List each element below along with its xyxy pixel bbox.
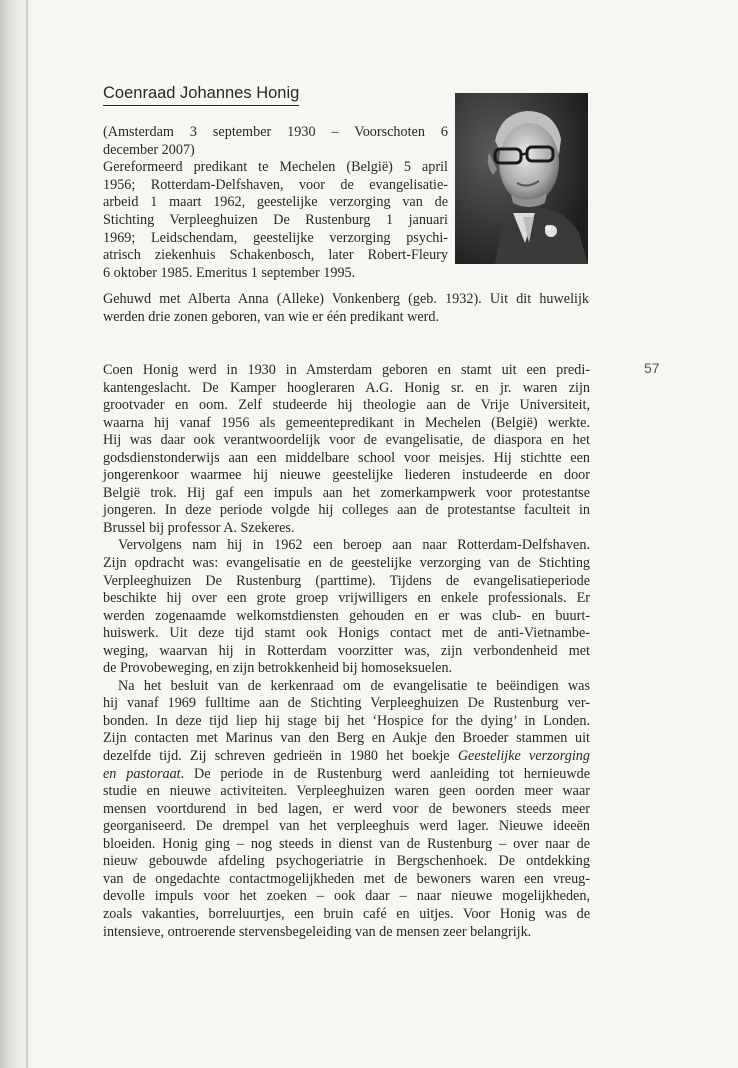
body-line: waarna hij vanaf 1956 als gemeentepredikant in Mechelen (België) werkte. — [103, 414, 590, 431]
body-line: Verpleeghuizen De Rustenburg (parttime). Tijdens de evangelisatieperiode — [103, 572, 590, 589]
body-line: de Provobeweging, en zijn betrokkenheid bij homoseksuelen. — [103, 660, 453, 677]
book-spine-shadow — [0, 0, 34, 1068]
bio-line: Stichting Verpleeghuizen De Rustenburg 1 januari — [103, 211, 448, 228]
bio-line: 6 oktober 1985. Emeritus 1 september 1995. — [103, 264, 356, 281]
body-line: huiswerk. Uit deze tijd stamt ook Honigs contact met de anti-Vietnambe- — [103, 625, 590, 642]
portrait-photo-image — [455, 93, 588, 264]
biographical-summary — [103, 124, 448, 282]
body-line: weging, waarvan hij in Rotterdam voorzitter was, zijn verbondenheid met — [103, 642, 590, 659]
marriage-note — [103, 291, 589, 326]
body-line-text: . De periode in de Rustenburg werd aanleiding tot hernieuwde — [180, 765, 590, 782]
body-line: Zijn opdracht was: evangelisatie en de geestelijke verzorging van de Stichting — [103, 555, 590, 572]
body-line: jongeren. In deze periode volgde hij colleges aan de protestantse faculteit in — [103, 502, 590, 519]
body-line: kantengeslacht. De Kamper hoogleraren A.G. Honig sr. en jr. waren zijn — [103, 379, 590, 396]
body-line: devolle impuls voor het zoeken – ook daar – naar nieuwe mogelijkheden, — [103, 888, 590, 905]
bio-line: 1956; Rotterdam-Delfshaven, voor de evangelisatie- — [103, 176, 448, 193]
body-line: grootvader en oom. Zelf studeerde hij theologie aan de Vrije Universiteit, — [103, 397, 590, 414]
body-line: jongerenkoor waarmee hij nieuwe geestelijke liederen instudeerde en door — [103, 467, 590, 484]
body-line: godsdienstonderwijs aan een middelbare school voor meisjes. Hij stichtte een — [103, 449, 590, 466]
body-line: van de ongedachte contactmogelijkheden met de bewoners waren een vreug- — [103, 870, 590, 887]
person-name-heading: Coenraad Johannes Honig — [103, 84, 299, 106]
bio-line: december 2007) — [103, 141, 195, 158]
body-line: België trok. Hij gaf een impuls aan het zomerkampwerk voor protestantse — [103, 484, 590, 501]
body-line: Vervolgens nam hij in 1962 een beroep aan naar Rotterdam-Delfshaven. — [118, 537, 590, 554]
body-line: Hij was daar ook verantwoordelijk voor de evangelisatie, de diaspora en het — [103, 432, 590, 449]
body-line — [103, 748, 590, 766]
book-title: Geestelijke verzorging — [457, 748, 590, 765]
body-line: bonden. In deze tijd liep hij stage bij het ‘Hospice for the dying’ in Londen. — [103, 712, 590, 729]
body-line: Coen Honig werd in 1930 in Amsterdam geboren en stamt uit een predi- — [103, 362, 590, 378]
body-line: werden zogenaamde welkomstdiensten gehouden en er was club- en buurt- — [103, 607, 590, 624]
body-line: bloeiden. Honig ging – nog steeds in dienst van de Rustenburg – over naar de — [103, 835, 590, 852]
page-number: 57 — [644, 360, 660, 376]
body-line: Brussel bij professor A. Szekeres. — [103, 519, 295, 536]
bio-line: atrisch ziekenhuis Schakenbosch, later Robert-Fleury — [103, 247, 448, 264]
body-line: georganiseerd. De drempel van het verpleeghuis werd lager. Nieuwe ideeën — [103, 818, 590, 835]
portrait-photo — [455, 93, 588, 264]
body-line: beschikte hij over een grote groep vrijwilligers en enkele professionals. Er — [103, 590, 590, 607]
body-line: Na het besluit van de kerkenraad om de evangelisatie te beëindigen was — [118, 677, 590, 694]
body-line — [103, 766, 590, 784]
bio-line: werden drie zonen geboren, van wie er één predikant werd. — [103, 308, 440, 325]
body-line: zoals vakanties, borreluurtjes, een bruin café en uitjes. Voor Honig was de — [103, 905, 590, 922]
bio-line: 1969; Leidschendam, geestelijke verzorging psychi- — [103, 229, 448, 246]
body-line: hij vanaf 1969 fulltime aan de Stichting Verpleeghuizen De Rustenburg ver- — [103, 695, 590, 712]
bio-line: Gereformeerd predikant te Mechelen (België) 5 april — [103, 159, 448, 176]
main-body-text — [103, 362, 590, 941]
book-gutter-line — [26, 0, 28, 1068]
bio-line: arbeid 1 maart 1962, geestelijke verzorging van de — [103, 194, 448, 211]
body-line: intensieve, ontroerende stervensbegeleiding van de mensen zeer belangrijk. — [103, 923, 532, 940]
body-line: nieuw gebouwde afdeling psychogeriatrie in Bergschenhoek. De ontdekking — [103, 853, 590, 870]
bio-line: (Amsterdam 3 september 1930 – Voorschoten 6 — [103, 124, 448, 140]
body-line: Zijn contacten met Marinus van den Berg en Aukje den Broeder stammen uit — [103, 730, 590, 747]
body-line-text: dezelfde tijd. Zij schreven gedrieën in 1980 het boekje — [103, 748, 450, 765]
body-line: mensen voortdurend in bed lagen, er werd voor de bewoners steeds meer — [103, 800, 590, 817]
book-title-continued: en pastoraat — [103, 765, 181, 782]
bio-line: Gehuwd met Alberta Anna (Alleke) Vonkenberg (geb. 1932). Uit dit huwelijk — [103, 291, 589, 307]
body-line: studie en nieuwe activiteiten. Verpleeghuizen waren geen oorden meer waar — [103, 783, 590, 800]
